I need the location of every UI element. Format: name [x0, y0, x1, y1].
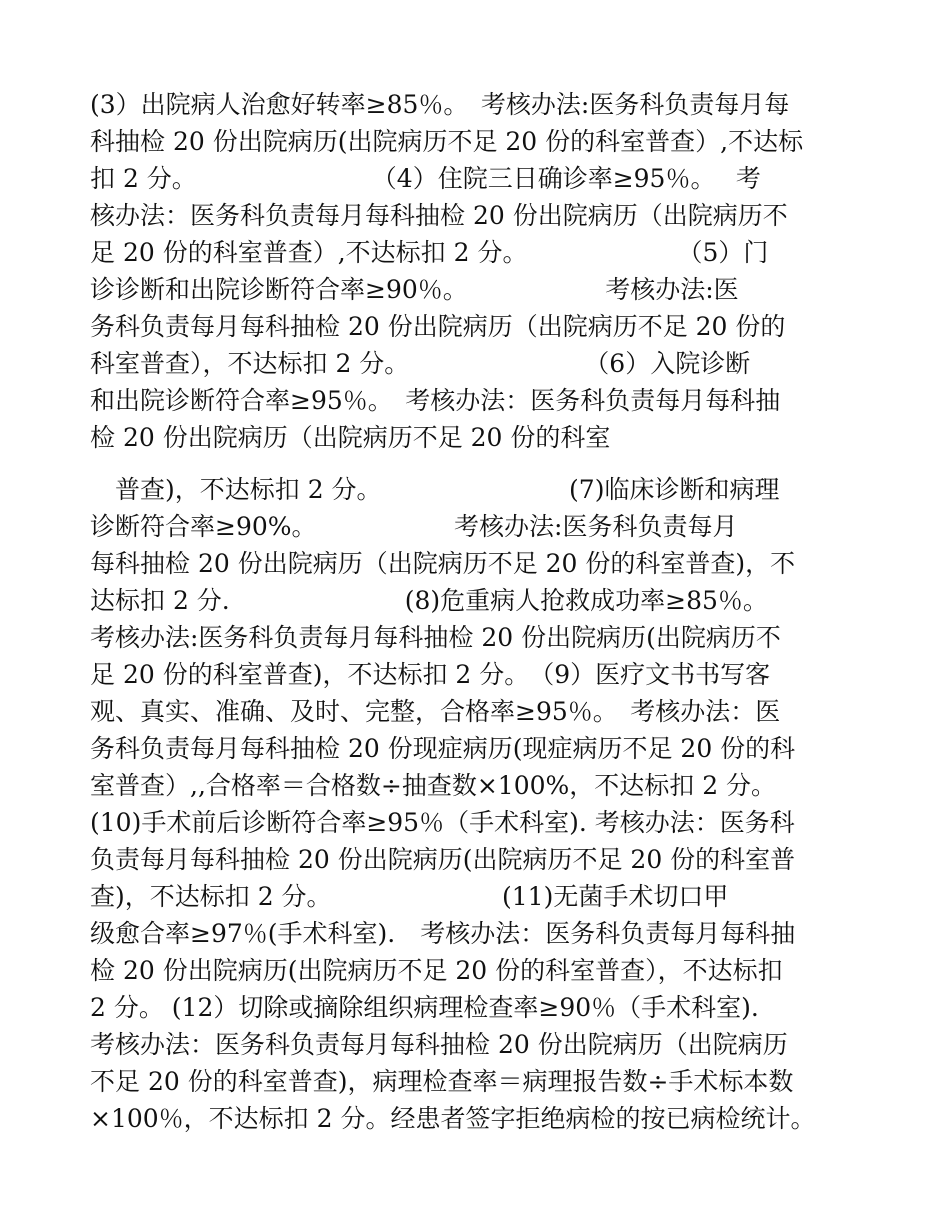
- text-line: 科室普查），不达标扣 2 分。 （6）入院诊断: [90, 349, 751, 378]
- text-line: 2 分。 (12）切除或摘除组织病理检查率≥90％（手术科室).: [90, 993, 759, 1022]
- text-line: 达标扣 2 分. (8)危重病人抢救成功率≥85％。: [90, 586, 768, 615]
- text-line: 科抽检 20 份出院病历(出院病历不足 20 份的科室普查）,不达标: [90, 127, 804, 156]
- text-line: 考核办法:医务科负责每月每科抽检 20 份出院病历(出院病历不: [90, 623, 781, 652]
- text-line: 级愈合率≥97％(手术科室). 考核办法：医务科负责每月每科抽: [90, 919, 796, 948]
- text-line: (10)手术前后诊断符合率≥95％（手术科室). 考核办法：医务科: [90, 808, 795, 837]
- text-line: 查)，不达标扣 2 分。 (11)无菌手术切口甲: [90, 882, 729, 911]
- text-line: 室普查）,,合格率＝合格数÷抽查数×100%，不达标扣 2 分。: [90, 771, 777, 800]
- text-line: 扣 2 分。 （4）住院三日确诊率≥95％。 考: [90, 164, 761, 193]
- text-line: (3）出院病人治愈好转率≥85％。 考核办法:医务科负责每月每: [90, 90, 790, 119]
- text-line: 负责每月每科抽检 20 份出院病历(出院病历不足 20 份的科室普: [90, 845, 796, 874]
- text-line: 诊断符合率≥90%。 考核办法:医务科负责每月: [90, 512, 738, 541]
- text-line: 和出院诊断符合率≥95％。 考核办法：医务科负责每月每科抽: [90, 386, 781, 415]
- text-line: 检 20 份出院病历(出院病历不足 20 份的科室普查），不达标扣: [90, 956, 783, 985]
- text-line: 务科负责每月每科抽检 20 份出院病历（出院病历不足 20 份的: [90, 312, 786, 341]
- text-line: 足 20 份的科室普查）,不达标扣 2 分。 （5）门: [90, 238, 769, 267]
- text-line: 足 20 份的科室普查)，不达标扣 2 分。 （9）医疗文书书写客: [90, 660, 771, 689]
- text-line: 每科抽检 20 份出院病历（出院病历不足 20 份的科室普查)，不: [90, 549, 796, 578]
- text-line: 检 20 份出院病历（出院病历不足 20 份的科室: [90, 423, 611, 452]
- text-line: 考核办法：医务科负责每月每科抽检 20 份出院病历（出院病历: [90, 1030, 788, 1059]
- text-line: 普查)，不达标扣 2 分。 (7)临床诊断和病理: [90, 475, 780, 504]
- text-line: 核办法：医务科负责每月每科抽检 20 份出院病历（出院病历不: [90, 201, 788, 230]
- text-line: ×100％，不达标扣 2 分。经患者签字拒绝病检的按已病检统计。: [90, 1104, 816, 1133]
- text-line: 务科负责每月每科抽检 20 份现症病历(现症病历不足 20 份的科: [90, 734, 796, 763]
- text-line: 不足 20 份的科室普查)，病理检查率＝病理报告数÷手术标本数: [90, 1067, 794, 1096]
- text-line: 观、真实、准确、及时、完整，合格率≥95％。 考核办法：医: [90, 697, 781, 726]
- text-line: 诊诊断和出院诊断符合率≥90％。 考核办法:医: [90, 275, 739, 304]
